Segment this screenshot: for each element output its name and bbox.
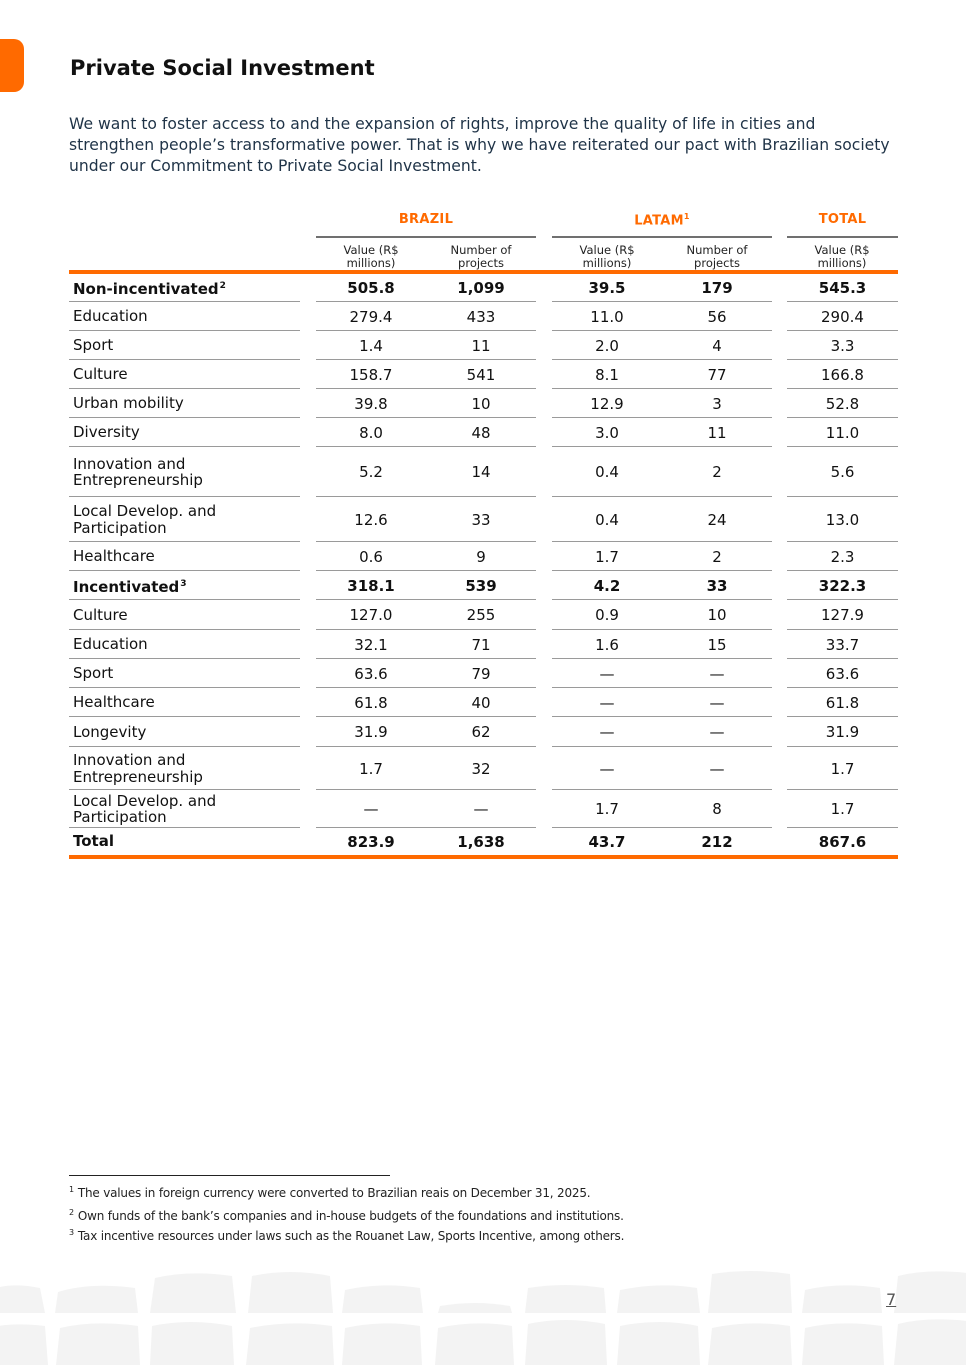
cell-brazil-projects: 255 [466, 606, 496, 624]
row-note: 2 [219, 281, 226, 292]
cell-latam-projects: 56 [707, 307, 727, 326]
cell-brazil-projects: 32 [471, 759, 491, 778]
row-label-text: Local Develop. and Participation [73, 502, 217, 537]
cell-latam-value: — [599, 723, 615, 741]
cell-latam-projects: 2 [712, 547, 722, 566]
row-label [73, 659, 293, 688]
cell-brazil-projects: 1,638 [457, 832, 505, 851]
table-row [0, 790, 966, 828]
row-label-text: Diversity [73, 423, 140, 442]
subheader-total-value: Value (R$ millions) [814, 243, 870, 270]
cell-brazil-value: 127.0 [349, 606, 393, 624]
cell-brazil-value: 158.7 [349, 365, 393, 384]
row-label-text: Urban mobility [73, 394, 184, 413]
row-label [73, 389, 293, 418]
row-label-text: Local Develop. and Participation [73, 791, 217, 826]
cell-total-value: 11.0 [825, 423, 860, 442]
cell-brazil-projects: 433 [466, 307, 496, 326]
cell-latam-value: 11.0 [590, 307, 624, 326]
row-label-text: Sport [73, 664, 114, 683]
cell-total-value: 127.9 [821, 606, 864, 624]
table-row [0, 274, 966, 302]
cell-latam-projects: — [709, 693, 725, 712]
row-label-text: Innovation and Entrepreneurship [73, 751, 203, 786]
table-row [0, 630, 966, 659]
group-rule-latam [552, 236, 772, 238]
row-label-text: Culture [73, 365, 128, 384]
cell-latam-projects: — [709, 664, 725, 683]
cell-brazil-value: 31.9 [354, 723, 388, 741]
group-header-total: TOTAL [818, 212, 867, 227]
cell-total-value: 166.8 [821, 365, 864, 384]
cell-brazil-projects: 541 [466, 365, 496, 384]
cell-brazil-projects: 9 [476, 547, 486, 566]
cell-latam-projects: 2 [712, 463, 722, 481]
cell-total-value: 3.3 [830, 336, 855, 355]
table-row [0, 828, 966, 855]
cell-total-value: 290.4 [821, 307, 864, 326]
table-row [0, 688, 966, 717]
row-label-text: Sport [73, 336, 114, 355]
cell-latam-value: 39.5 [588, 279, 626, 297]
cell-latam-projects: 33 [706, 576, 728, 595]
cell-latam-value: 1.7 [595, 547, 619, 566]
row-label-text: Education [73, 307, 148, 326]
footnote-2: $^2$ Own funds of the bank’s companies and in-house budgets of the foundations and institutions. [69, 1208, 624, 1223]
cell-latam-projects: 24 [707, 510, 727, 529]
cell-latam-value: 43.7 [588, 832, 626, 851]
table-row [0, 447, 966, 497]
page-title: Private Social Investment [70, 56, 375, 80]
row-label [73, 302, 293, 331]
cell-brazil-projects: — [473, 800, 489, 818]
row-label-text: Non-incentivated$^2$ [73, 280, 226, 299]
row-label [73, 360, 293, 389]
cell-brazil-projects: 48 [471, 423, 491, 442]
cell-latam-value: — [599, 664, 615, 683]
cell-total-value: 867.6 [818, 832, 867, 851]
cell-total-value: 33.7 [825, 635, 860, 654]
row-label [73, 418, 293, 447]
cell-total-value: 13.0 [825, 510, 860, 529]
cell-latam-projects: 8 [712, 800, 722, 818]
cell-total-value: 31.9 [825, 723, 860, 741]
row-label-text: Incentivated$^3$ [73, 577, 187, 596]
cell-brazil-projects: 10 [471, 394, 491, 413]
cell-brazil-value: 505.8 [347, 279, 395, 297]
cell-brazil-value: 823.9 [347, 832, 395, 851]
cell-latam-value: 3.0 [595, 423, 619, 442]
cell-brazil-value: 61.8 [354, 693, 388, 712]
page-tab-marker [0, 39, 24, 92]
cell-brazil-value: 5.2 [359, 463, 383, 481]
table-row [0, 542, 966, 571]
row-label [73, 828, 293, 855]
cell-latam-projects: 4 [712, 336, 722, 355]
cell-total-value: 1.7 [830, 759, 855, 778]
row-label [73, 542, 293, 571]
cell-brazil-projects: 14 [471, 463, 491, 481]
cell-latam-value: 1.7 [595, 800, 619, 818]
cell-latam-projects: — [709, 723, 725, 741]
table-row [0, 659, 966, 688]
decorative-background-pattern [0, 1270, 966, 1365]
table-row [0, 747, 966, 790]
cell-total-value: 52.8 [825, 394, 860, 413]
group-rule-total [787, 236, 898, 238]
cell-brazil-value: 1.7 [359, 759, 383, 778]
row-label-text: Longevity [73, 722, 147, 741]
cell-total-value: 545.3 [818, 279, 867, 297]
cell-latam-projects: 212 [701, 832, 733, 851]
cell-brazil-projects: 539 [465, 576, 497, 595]
cell-latam-projects: 3 [712, 394, 722, 413]
cell-brazil-projects: 79 [471, 664, 491, 683]
row-label [73, 600, 293, 630]
group-header-latam: LATAM$^1$ [634, 212, 690, 229]
row-label [73, 497, 293, 542]
table-row [0, 302, 966, 331]
cell-latam-projects: 15 [707, 635, 727, 654]
row-label-text: Culture [73, 605, 128, 624]
footnote-1: $^1$ The values in foreign currency were converted to Brazilian reais on December 31, 2025. [69, 1185, 591, 1200]
subheader-latam-value: Value (R$ millions) [579, 243, 635, 270]
cell-latam-projects: 77 [707, 365, 727, 384]
row-label-text: Healthcare [73, 547, 155, 566]
cell-latam-value: — [599, 693, 615, 712]
cell-latam-projects: 10 [707, 606, 727, 624]
cell-latam-projects: 11 [707, 423, 727, 442]
table-row [0, 360, 966, 389]
cell-total-value: 322.3 [818, 576, 867, 595]
row-label-text: Total [73, 832, 114, 851]
cell-latam-value: 2.0 [595, 336, 619, 355]
footnote-3: $^3$ Tax incentive resources under laws such as the Rouanet Law, Sports Incentive, among others. [69, 1228, 625, 1243]
footnote-rule [69, 1175, 390, 1176]
latam-note: 1 [683, 212, 690, 221]
table-row [0, 571, 966, 600]
row-label [73, 790, 293, 828]
subheader-brazil-projects: Number of projects [450, 243, 512, 270]
cell-latam-projects: 179 [701, 279, 733, 297]
row-label-text: Healthcare [73, 693, 155, 712]
row-label [73, 447, 293, 497]
cell-latam-value: 8.1 [595, 365, 619, 384]
cell-total-value: 61.8 [825, 693, 860, 712]
cell-brazil-value: 8.0 [359, 423, 383, 442]
group-header-brazil: BRAZIL [398, 212, 454, 227]
cell-total-value: 2.3 [830, 547, 855, 566]
row-label [73, 274, 293, 302]
cell-brazil-value: 12.6 [354, 510, 388, 529]
cell-total-value: 63.6 [825, 664, 860, 683]
row-label-text: Innovation and Entrepreneurship [73, 454, 203, 489]
table-bottom-rule [69, 855, 898, 859]
table-row [0, 717, 966, 747]
cell-brazil-projects: 40 [471, 693, 491, 712]
subheader-brazil-value: Value (R$ millions) [343, 243, 399, 270]
cell-brazil-projects: 11 [471, 336, 491, 355]
cell-latam-value: 12.9 [590, 394, 624, 413]
cell-brazil-value: — [363, 800, 379, 818]
cell-brazil-projects: 71 [471, 635, 491, 654]
cell-latam-value: 4.2 [593, 576, 621, 595]
row-label [73, 717, 293, 747]
table-row [0, 389, 966, 418]
cell-brazil-projects: 33 [471, 510, 491, 529]
cell-latam-value: 0.9 [595, 606, 619, 624]
cell-latam-value: — [599, 759, 615, 778]
cell-total-value: 5.6 [830, 463, 855, 481]
cell-brazil-value: 63.6 [354, 664, 388, 683]
cell-brazil-projects: 1,099 [457, 279, 505, 297]
cell-brazil-value: 318.1 [347, 576, 395, 595]
cell-total-value: 1.7 [830, 800, 855, 818]
cell-latam-value: 0.4 [595, 510, 619, 529]
cell-brazil-value: 1.4 [359, 336, 383, 355]
table-row [0, 497, 966, 542]
row-label [73, 571, 293, 600]
table-row [0, 331, 966, 360]
row-label [73, 630, 293, 659]
row-label-text: Education [73, 635, 148, 654]
table-row [0, 600, 966, 630]
intro-paragraph: We want to foster access to and the expansion of rights, improve the quality of life in cities and strengthen people’s transformative power. That is why we have reiterated our pact with Brazilian society under our Commitment to Private Social Investment. [69, 115, 890, 175]
cell-brazil-value: 0.6 [359, 547, 383, 566]
cell-latam-projects: — [709, 759, 725, 778]
cell-brazil-projects: 62 [471, 723, 491, 741]
cell-brazil-value: 279.4 [349, 307, 393, 326]
group-rule-brazil [316, 236, 536, 238]
table-row [0, 418, 966, 447]
row-label [73, 747, 293, 790]
subheader-latam-projects: Number of projects [686, 243, 748, 270]
row-note: 3 [180, 578, 187, 589]
cell-brazil-value: 39.8 [354, 394, 388, 413]
row-label [73, 688, 293, 717]
page-number: 7 [886, 1290, 897, 1309]
row-label [73, 331, 293, 360]
cell-brazil-value: 32.1 [354, 635, 388, 654]
cell-latam-value: 1.6 [595, 635, 619, 654]
cell-latam-value: 0.4 [595, 463, 619, 481]
